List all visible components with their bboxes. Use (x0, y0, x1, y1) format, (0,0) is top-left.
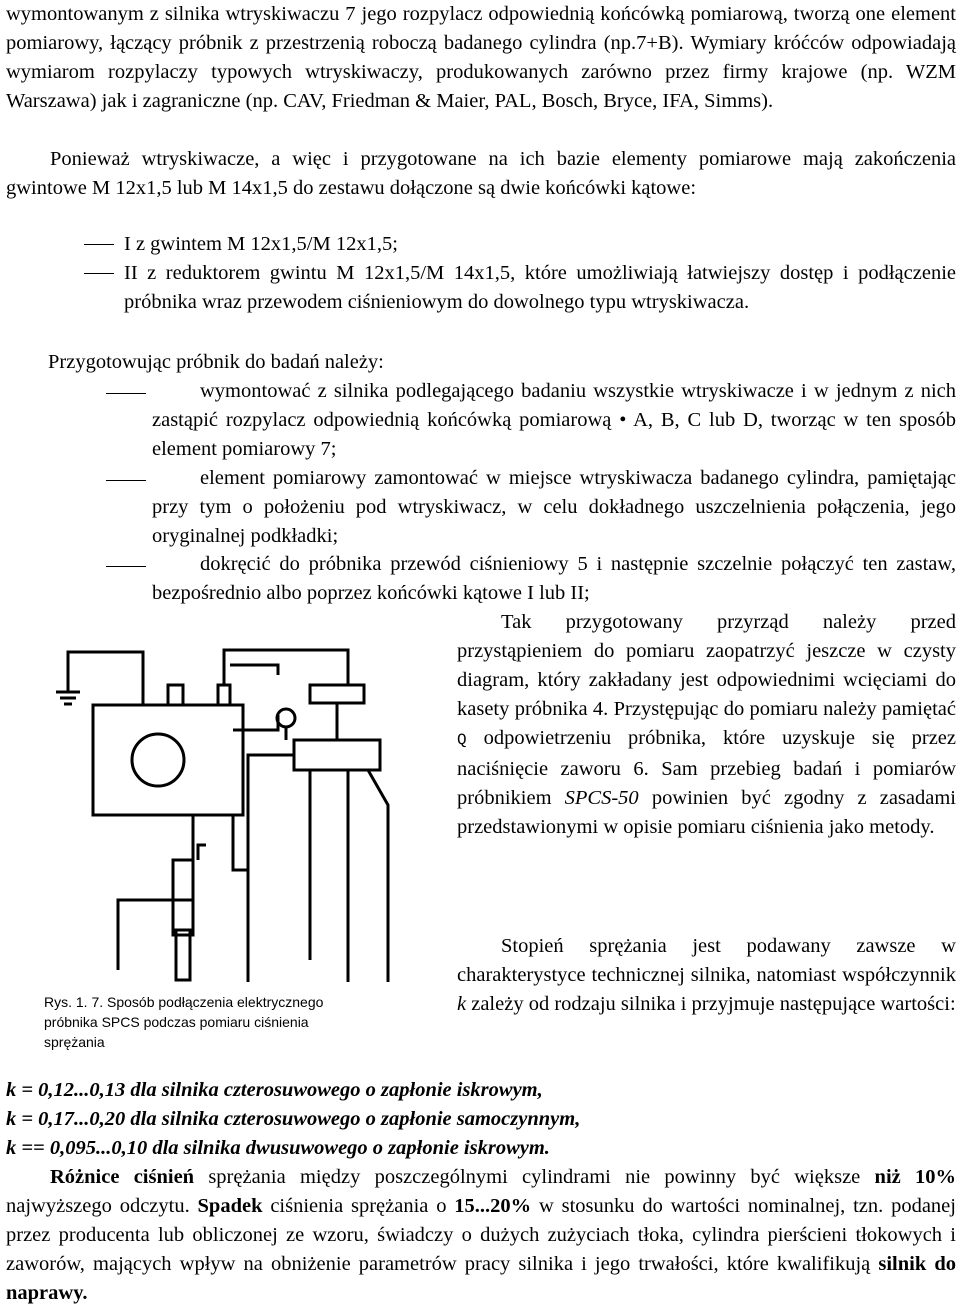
list-dash (84, 273, 114, 274)
final-bold-7: 15...20% (454, 1195, 532, 1217)
terminal-post (218, 685, 230, 705)
prep-item-3 (152, 550, 956, 608)
final-text-2: sprężania między poszczególnymi cylindrami nie powinny być większe (194, 1166, 875, 1188)
final-bold-1: Różnice ciśnień (50, 1166, 195, 1188)
prep-item-3-text: dokręcić do próbnika przewód ciśnieniowy 5 i następnie szczelnie połączyć ten zastaw, bezpośrednio albo poprzez końcówki kątowe I lub II; (152, 553, 956, 604)
terminal-post (168, 685, 183, 705)
right-col-2-k: k (457, 993, 467, 1015)
paragraph-conclusion (6, 1163, 956, 1308)
right-col-1-text-b: odpowietrzeniu próbnika, które uzyskuje się przez naciśnięcie zaworu 6. Sam przebieg badań i pomiarów próbnikiem (457, 727, 957, 809)
final-text-8: w stosunku do wartości nominalnej, tzn. podanej przez producenta lub obliczonej ze wzoru, świadczy o dużych zużyciach tłoka, cylindra pierścieni tłokowych i zaworów, mających wpływ na obniżenie parametrów pracy silnika i jego trwałości, które kwalifikują (6, 1195, 956, 1275)
prep-item-1-text: wymontować z silnika podlegającego badaniu wszystkie wtryskiwacze i w jednym z nich zastąpić rozpylacz odpowiednią końcówką pomiarową • A, B, C lub D, tworząc w ten sposób element pomiarowy 7; (152, 380, 956, 460)
angle-item-1: I z gwintem M 12x1,5/M 12x1,5; (124, 233, 398, 255)
angle-item-2: II z reduktorem gwintu M 12x1,5/M 14x1,5, które umożliwiają łatwiejszy dostęp i podłączenie próbnika wraz przewodem ciśnieniowym do dowolnego typu wtryskiwacza. (124, 262, 956, 313)
final-text-4: najwyższego odczytu. (6, 1195, 198, 1217)
figure-caption: Rys. 1. 7. Sposób podłączenia elektrycznego próbnika SPCS podczas pomiaru ciśnienia sprężania (44, 994, 324, 1050)
relay-block (310, 685, 364, 703)
paragraph-threads-text: Ponieważ wtryskiwacze, a więc i przygotowane na ich bazie elementy pomiarowe mają zakończenia gwintowe M 12x1,5 lub M 14x1,5 do zestawu dołączone są dwie końcówki kątowe: (6, 148, 956, 199)
final-bold-3: niż 10% (874, 1166, 956, 1188)
prep-item-2-text: element pomiarowy zamontować w miejsce wtryskiwacza badanego cylindra, pamiętając przy tym o położeniu pod wtryskiwacz, w celu dokładnego uszczelnienia połączenia, jego oryginalnej podkładki; (152, 467, 956, 547)
ground-symbol (56, 660, 80, 704)
list-dash (106, 480, 146, 481)
mid-wire (233, 715, 278, 730)
final-bold-9: silnik do naprawy. (6, 1253, 956, 1304)
final-bold-5: Spadek (197, 1195, 263, 1217)
formula-2: k = 0,17...0,20 dla silnika czterosuwowego o zapłonie samoczynnym, (6, 1108, 581, 1130)
side-wire (368, 770, 388, 982)
right-col-1-model: SPCS-50 (564, 787, 639, 809)
top-wire (224, 650, 348, 685)
right-col-2-text-b: zależy od rodzaju silnika i przyjmuje następujące wartości: (471, 993, 956, 1015)
prep-item-2 (152, 464, 956, 551)
wiring-diagram (48, 630, 438, 985)
right-col-2-text-a: Stopień sprężania jest podawany zawsze w charakterystyce technicznej silnika, natomiast współczynnik (457, 935, 956, 986)
switch-housing (173, 860, 193, 935)
lower-wire (233, 815, 248, 982)
list-dash (84, 244, 114, 245)
paragraph-threads (6, 145, 956, 203)
paragraph-intro: wymontowanym z silnika wtryskiwaczu 7 jego rozpylacz odpowiednią końcówką pomiarową, tworzą one element pomiarowy, łączący próbnik z przestrzenią roboczą badanego cylindra (np.7+B). Wymiary króćców odpowiadają wymiarom rozpylaczy typowych wtryskiwaczy, produkowanych zarówno przez firmy krajowe (np. WZM Warszawa) jak i zagraniczne (np. CAV, Friedman & Maier, PAL, Bosch, Bryce, IFA, Simms). (6, 3, 956, 112)
list-dash (106, 393, 146, 394)
right-col-1-text-c: powinien być zgodny z zasadami przedstawionymi w opisie pomiaru ciśnienia jako metody. (457, 787, 956, 838)
switch-lever (198, 845, 206, 860)
top-wire (230, 665, 278, 675)
right-column-paragraph-1 (457, 608, 956, 842)
switch-plug (176, 930, 190, 980)
lower-wire (118, 815, 193, 970)
gauge-icon (277, 709, 295, 727)
list-dash (106, 566, 146, 567)
formula-1: k = 0,12...0,13 dla silnika czterosuwowego o zapłonie iskrowym, (6, 1079, 543, 1101)
formula-3: k == 0,095...0,10 dla silnika dwusuwowego o zapłonie iskrowym. (6, 1137, 550, 1159)
cross-wire (248, 755, 294, 870)
prep-item-1 (152, 377, 956, 464)
ground-wire (68, 652, 143, 705)
battery-box (93, 705, 243, 815)
distributor-block (294, 740, 380, 770)
right-column-paragraph-2 (457, 932, 956, 1019)
final-text-6: ciśnienia sprężania o (262, 1195, 455, 1217)
coil-circle (132, 734, 184, 786)
right-col-1-text-a: Tak przygotowany przyrząd należy przed przystąpieniem do pomiaru zaopatrzyć jeszcze w czysty diagram, który zakładany jest odpowiednimi wcięciami do kasety próbnika 4. Przystępując do pomiaru należy pamiętać (457, 611, 956, 720)
prep-intro: Przygotowując próbnik do badań należy: (48, 351, 384, 373)
right-col-1-q: Q (457, 731, 467, 749)
